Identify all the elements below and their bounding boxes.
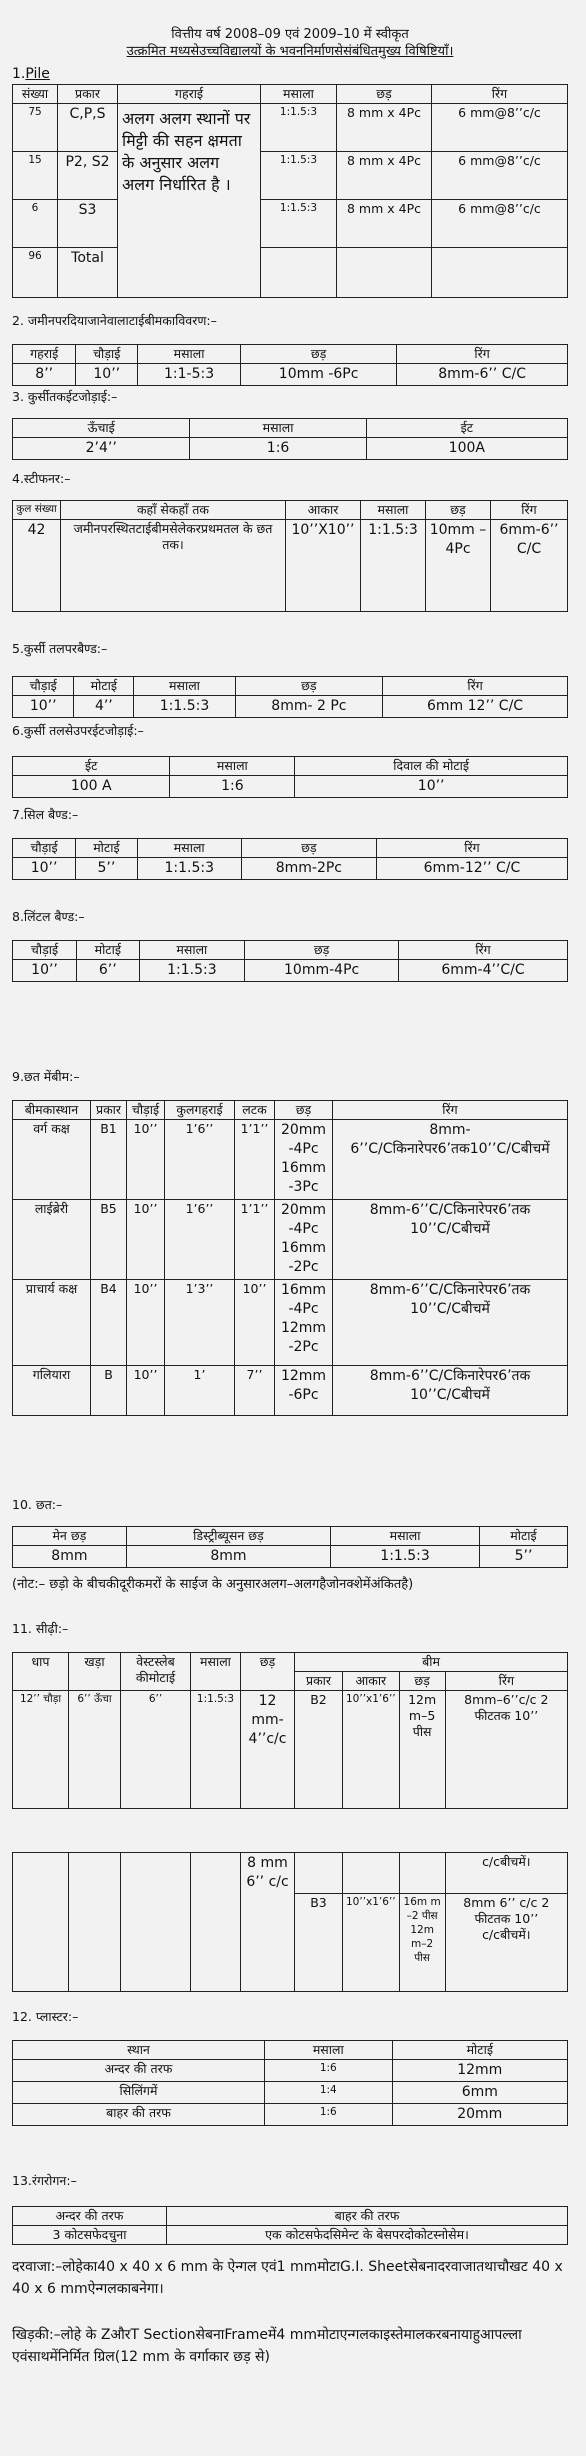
cell — [191, 1853, 241, 1992]
cell: 7’’ — [235, 1366, 275, 1416]
cell: मोटाई — [76, 839, 138, 858]
cell: 8mm-2Pc — [241, 858, 376, 880]
pile-row-type: S3 — [58, 200, 118, 248]
cell: c/cबीचमें। — [445, 1853, 567, 1894]
cell: मोटाई — [392, 2041, 567, 2060]
cell: 10’’ — [76, 364, 138, 386]
cell: 12mm — [392, 2060, 567, 2082]
section-11-heading: 11. सीढ़ी:– — [12, 1621, 69, 1636]
cell: 10’’ — [295, 776, 568, 798]
cell: 12 mm-4’’c/c — [241, 1691, 295, 1809]
cell: मसाला — [170, 757, 295, 776]
cell: 12mm -6Pc — [275, 1366, 333, 1416]
cell: कुल संख्या — [13, 501, 61, 520]
cell: छड़ — [426, 501, 491, 520]
cell: रिंग — [399, 941, 568, 960]
cell: 6mm-4’’C/C — [399, 960, 568, 982]
cell: रिंग — [376, 839, 567, 858]
cell: मसाला — [134, 677, 235, 696]
cell: मसाला — [190, 419, 366, 438]
cell: ईट — [13, 757, 170, 776]
cell — [343, 1853, 400, 1894]
section-8-heading: 8.लिंटल बैण्ड:– — [12, 909, 85, 924]
cell: खड़ा — [69, 1653, 121, 1691]
pile-header-count: संख्या — [13, 85, 58, 104]
cell: प्रकार — [91, 1101, 127, 1120]
cell: 8mm- 2 Pc — [235, 696, 382, 718]
cell: बाहर की तरफ — [13, 2104, 265, 2126]
cell: 10’’ — [127, 1366, 165, 1416]
pile-row-masala: 1:1.5:3 — [261, 152, 337, 200]
cell: जमीनपरस्थितटाईबीमसेलेकरप्रथमतल के छत तक। — [61, 520, 286, 612]
pile-header-masala: मसाला — [261, 85, 337, 104]
cell: 1:6 — [170, 776, 295, 798]
cell: B3 — [295, 1893, 343, 1991]
cell: अन्दर की तरफ — [13, 2060, 265, 2082]
cell: एक कोटसफेदसिमेन्ट के बेसपरदोकोटस्नोसेम। — [166, 2226, 567, 2245]
cell: 100 A — [13, 776, 170, 798]
stair-table — [12, 1652, 568, 1809]
cell: 10’’ — [13, 696, 74, 718]
cell: 10’’ — [13, 960, 77, 982]
cell: रिंग — [491, 501, 568, 520]
cell — [295, 1853, 343, 1894]
cell: मोटाई — [74, 677, 134, 696]
pile-row-ring: 6 mm@8’’c/c — [432, 200, 568, 248]
cell: प्राचार्य कक्ष — [13, 1280, 91, 1366]
cell: 8mm-6’’C/Cकिनारेपर6’तक 10’’C/Cबीचमें — [333, 1366, 568, 1416]
pile-row-ring: 6 mm@8’’c/c — [432, 104, 568, 152]
cell: 1:1.5:3 — [139, 960, 245, 982]
pile-row-type: P2, S2 — [58, 152, 118, 200]
document-title — [12, 26, 568, 60]
cell: 1:6 — [264, 2060, 392, 2082]
cell: लटक — [235, 1101, 275, 1120]
cell: मेन छड़ — [13, 1527, 127, 1546]
cell: 6mm 12’’ C/C — [383, 696, 568, 718]
cell: चौड़ाई — [127, 1101, 165, 1120]
cell: 8mm-6’’ C/C — [397, 364, 568, 386]
pile-row-type: C,P,S — [58, 104, 118, 152]
cell: 42 — [13, 520, 61, 612]
cell: 1:1.5:3 — [331, 1546, 480, 1568]
cell: छड़ — [245, 941, 399, 960]
section-13-heading: 13.रंगरोगन:– — [12, 2173, 77, 2188]
lintel-band-table — [12, 940, 568, 982]
pile-row-masala: 1:1.5:3 — [261, 200, 337, 248]
cell: मसाला — [138, 345, 241, 364]
cell: B5 — [91, 1200, 127, 1280]
section-12-heading: 12. प्लास्टर:– — [12, 2009, 79, 2024]
pile-row-count: 6 — [13, 200, 58, 248]
cell: 6mm-6’’ C/C — [491, 520, 568, 612]
cell: 8’’ — [13, 364, 76, 386]
cell — [13, 1853, 69, 1992]
roof-slab-table — [12, 1526, 568, 1568]
cell — [399, 1853, 445, 1894]
cell: 4’’ — [74, 696, 134, 718]
cell: 5’’ — [480, 1546, 568, 1568]
cell: चौड़ाई — [13, 677, 74, 696]
plinth-band-table — [12, 676, 568, 718]
cell: 6’’ — [77, 960, 139, 982]
sill-band-table — [12, 838, 568, 880]
section-7-heading: 7.सिल बैण्ड:– — [12, 807, 79, 822]
cell: अन्दर की तरफ — [13, 2207, 167, 2226]
cell: स्थान — [13, 2041, 265, 2060]
cell: ऊॅंचाई — [13, 419, 190, 438]
cell: गलियारा — [13, 1366, 91, 1416]
cell: ईट — [366, 419, 567, 438]
cell — [121, 1853, 191, 1992]
title-line-1: वित्तीय वर्ष 2008–09 एवं 2009–10 में स्वीकृत — [171, 27, 409, 42]
cell: 1’3’’ — [165, 1280, 235, 1366]
cell: मसाला — [331, 1527, 480, 1546]
cell — [241, 1893, 295, 1991]
cell: 10mm-4Pc — [245, 960, 399, 982]
plinth-brick-table — [12, 418, 568, 460]
door-spec: दरवाजा:–लोहेका40 x 40 x 6 mm के ऐन्गल एवं1 mmमोटाG.I. Sheetसेबनादरवाजातथाचौखट 40 x 40 x 6 mmऐन्गलकाबनेगा। — [12, 2259, 563, 2297]
cell: लाईब्रेरी — [13, 1200, 91, 1280]
cell: 1:4 — [264, 2082, 392, 2104]
cell: वेस्टस्लेब कीमोटाई — [121, 1653, 191, 1691]
cell: चौड़ाई — [76, 345, 138, 364]
pile-row-count: 75 — [13, 104, 58, 152]
cell: 8mm 6’’ c/c 2 फीटतक 10’’ c/cबीचमें। — [445, 1893, 567, 1991]
cell: बाहर की तरफ — [166, 2207, 567, 2226]
cell: सिलिंगमें — [13, 2082, 265, 2104]
cell: छड़ — [241, 1653, 295, 1691]
cell: 8mm — [126, 1546, 330, 1568]
window-spec: खिड़की:–लोहे के ZऔरT SectionसेबनाFrameमें4 mmमोटाएन्गलकाइस्तेमालकरबनायाहुआपल्ला एवंसाथमेंनिर्मित ग्रिल(12 mm के वर्गाकार छड़ से) — [12, 2327, 522, 2365]
cell: 10’’ — [127, 1120, 165, 1200]
cell: छड़ — [235, 677, 382, 696]
section-1-title: Pile — [25, 66, 50, 82]
cell: कुलगहराई — [165, 1101, 235, 1120]
pile-header-type: प्रकार — [58, 85, 118, 104]
cell: मसाला — [137, 839, 241, 858]
stiffener-table — [12, 500, 568, 612]
cell: रिंग — [383, 677, 568, 696]
pile-row-masala: 1:1.5:3 — [261, 104, 337, 152]
cell: B2 — [295, 1691, 343, 1809]
cell: कहॉं सेकहॉं तक — [61, 501, 286, 520]
cell: 6mm — [392, 2082, 567, 2104]
roof-beam-table — [12, 1100, 568, 1416]
cell: 10’’ — [13, 858, 76, 880]
cell: 16m m –2 पीस 12m m–2 पीस — [399, 1893, 445, 1991]
cell: 5’’ — [76, 858, 138, 880]
cell: 10’’ — [127, 1280, 165, 1366]
cell: वर्ग कक्ष — [13, 1120, 91, 1200]
cell: प्रकार — [295, 1672, 343, 1691]
painting-table — [12, 2206, 568, 2245]
cell: 20mm — [392, 2104, 567, 2126]
cell: 1:1-5:3 — [138, 364, 241, 386]
stair-table-continued — [12, 1852, 568, 1992]
cell: 1:6 — [264, 2104, 392, 2126]
section-3-heading: 3. कुर्सीतकईटजोड़ाई:– — [12, 389, 118, 404]
cell: 1’ — [165, 1366, 235, 1416]
cell: 20mm -4Pc 16mm -3Pc — [275, 1120, 333, 1200]
cell: 6mm-12’’ C/C — [376, 858, 567, 880]
pile-row-count: 96 — [13, 248, 58, 298]
cell: 20mm -4Pc 16mm -2Pc — [275, 1200, 333, 1280]
pile-row-rod — [337, 248, 432, 298]
pile-header-ring: रिंग — [432, 85, 568, 104]
cell: 1:1.5:3 — [191, 1691, 241, 1809]
cell: बीम — [295, 1653, 568, 1672]
cell: 1:1.5:3 — [137, 858, 241, 880]
cell: 10mm – 4Pc — [426, 520, 491, 612]
plaster-table — [12, 2040, 568, 2126]
cell: रिंग — [333, 1101, 568, 1120]
cell: 10’’X10’’ — [286, 520, 361, 612]
cell: B4 — [91, 1280, 127, 1366]
cell: 10’’ — [127, 1200, 165, 1280]
cell: चौड़ाई — [13, 839, 76, 858]
section-4-heading: 4.स्टीफनर:– — [12, 471, 71, 486]
cell: छड़ — [241, 839, 376, 858]
cell: रिंग — [445, 1672, 567, 1691]
cell: डिस्ट्रीब्यूसन छड़ — [126, 1527, 330, 1546]
cell: 8mm-6’’C/Cकिनारेपर6’तक 10’’C/Cबीचमें — [333, 1200, 568, 1280]
superstructure-brick-table — [12, 756, 568, 798]
pile-row-rod: 8 mm x 4Pc — [337, 152, 432, 200]
cell: मसाला — [191, 1653, 241, 1691]
cell: गहराई — [13, 345, 76, 364]
cell: 3 कोटसफेदचुना — [13, 2226, 167, 2245]
cell: 1’6’’ — [165, 1120, 235, 1200]
pile-header-rod: छड़ — [337, 85, 432, 104]
cell: मसाला — [139, 941, 245, 960]
pile-depth-note: अलग अलग स्थानों पर मिट्टी की सहन क्षमता के अनुसार अलग अलग निर्धारित है । — [118, 104, 261, 298]
cell: 1’1’’ — [235, 1200, 275, 1280]
cell: 1:6 — [190, 438, 366, 460]
pile-row-count: 15 — [13, 152, 58, 200]
cell: मोटाई — [77, 941, 139, 960]
pile-row-rod: 8 mm x 4Pc — [337, 104, 432, 152]
cell: 12m m–5 पीस — [399, 1691, 445, 1809]
cell: 8mm-6’’C/Cकिनारेपर6’तक 10’’C/Cबीचमें — [333, 1280, 568, 1366]
cell: छड़ — [399, 1672, 445, 1691]
pile-row-type: Total — [58, 248, 118, 298]
tie-beam-table — [12, 344, 568, 386]
pile-row-ring — [432, 248, 568, 298]
cell: 10’’x1’6’’ — [343, 1691, 400, 1809]
cell — [69, 1853, 121, 1992]
cell: मसाला — [361, 501, 426, 520]
section-5-heading: 5.कुर्सी तलपरबैण्ड:– — [12, 641, 108, 656]
pile-row-ring: 6 mm@8’’c/c — [432, 152, 568, 200]
section-6-heading: 6.कुर्सी तलसेउपरईटजोड़ाई:– — [12, 723, 144, 738]
cell: छड़ — [241, 345, 397, 364]
cell: 100A — [366, 438, 567, 460]
cell: 6’’ ऊॅंचा — [69, 1691, 121, 1809]
title-line-2: उत्क्रमित मध्यसेउच्चविद्यालयों के भवननिर्माणसेसंबंधितमुख्य विषिष्टियॉं। — [126, 44, 454, 59]
pile-header-depth: गहराई — [118, 85, 261, 104]
cell: 1:1.5:3 — [361, 520, 426, 612]
cell: 6’’ — [121, 1691, 191, 1809]
cell: B1 — [91, 1120, 127, 1200]
cell: 10’’ — [235, 1280, 275, 1366]
cell: 10’’x1’6’’ — [343, 1893, 400, 1991]
cell: 10mm -6Pc — [241, 364, 397, 386]
cell: बीमकास्थान — [13, 1101, 91, 1120]
cell: 2’4’’ — [13, 438, 190, 460]
cell: B — [91, 1366, 127, 1416]
pile-row-rod: 8 mm x 4Pc — [337, 200, 432, 248]
section-1-number: 1. — [12, 66, 26, 82]
cell: दिवाल की मोटाई — [295, 757, 568, 776]
cell: 8 mm 6’’ c/c — [241, 1853, 295, 1894]
section-10-heading: 10. छत:– — [12, 1497, 63, 1512]
section-1-heading — [12, 66, 50, 82]
cell: आकार — [343, 1672, 400, 1691]
cell: धाप — [13, 1653, 69, 1691]
cell: चौड़ाई — [13, 941, 77, 960]
section-2-heading: 2. जमीनपरदियाजानेवालाटाईबीमकाविवरण:– — [12, 313, 217, 328]
cell: आकार — [286, 501, 361, 520]
roof-note: (नोट:– छड़ो के बीचकीदूरीकमरों के साईज के अनुसारअलग–अलगहैजोनक्शेमेंअंकितहै) — [12, 1577, 414, 1592]
cell: छड़ — [275, 1101, 333, 1120]
cell: 1’6’’ — [165, 1200, 235, 1280]
cell: रिंग — [397, 345, 568, 364]
pile-row-masala — [261, 248, 337, 298]
cell: 1:1.5:3 — [134, 696, 235, 718]
pile-table — [12, 84, 568, 298]
cell: 1’1’’ — [235, 1120, 275, 1200]
cell: 8mm — [13, 1546, 127, 1568]
cell: 12’’ चौड़ा — [13, 1691, 69, 1809]
cell: 8mm–6’’c/c 2 फीटतक 10’’ — [445, 1691, 567, 1809]
cell: मोटाई — [480, 1527, 568, 1546]
cell: 8mm-6’’C/Cकिनारेपर6’तक10’’C/Cबीचमें — [333, 1120, 568, 1200]
cell: मसाला — [264, 2041, 392, 2060]
section-9-heading: 9.छत मेंबीम:– — [12, 1069, 80, 1084]
cell: 16mm -4Pc 12mm -2Pc — [275, 1280, 333, 1366]
